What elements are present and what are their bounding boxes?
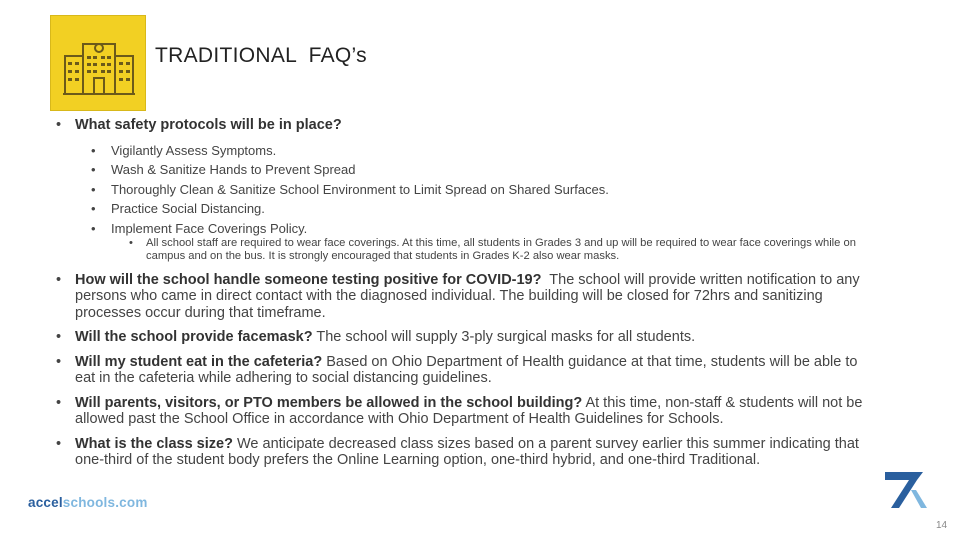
protocol-list — [56, 141, 866, 264]
brand-wordmark — [28, 495, 148, 510]
brand-prefix: accel — [28, 495, 63, 510]
slide-title: TRADITIONAL FAQ’s — [155, 44, 367, 67]
faq-content — [56, 117, 866, 469]
faq-question: What safety protocols will be in place? — [75, 117, 342, 133]
faq-answer: The school will provide written notification to any persons who came in direct contact with the diagnosed individual. The building will be closed for 72hrs and sanitizing processes occur during that timeframe. — [75, 271, 860, 321]
protocol-item: • Wash & Sanitize Hands to Prevent Spread — [56, 160, 866, 180]
faq-item — [56, 395, 866, 428]
protocol-item: • Implement Face Coverings Policy. — [56, 219, 866, 239]
header-icon-box — [50, 15, 146, 111]
faq-question: Will parents, visitors, or PTO members be allowed in the school building? — [75, 394, 583, 411]
faq-answer: We anticipate decreased class sizes based on a parent survey earlier this summer indicating that one-third of the student body prefers the Online Learning option, one-third hybrid, and one-third Traditional. — [75, 435, 859, 469]
protocol-item: • Thoroughly Clean & Sanitize School Environment to Limit Spread on Shared Surfaces. — [56, 180, 866, 200]
faq-question: How will the school handle someone testing positive for COVID-19? — [75, 271, 542, 288]
school-building-icon — [61, 30, 137, 96]
faq-answer: At this time, non-staff & students will not be allowed past the School Office in accordance with Ohio Department of Health Guidelines for Schools. — [75, 394, 863, 428]
faq-item — [56, 436, 866, 469]
faq-question: Will the school provide facemask? — [75, 329, 313, 346]
protocol-item: • Practice Social Distancing. — [56, 199, 866, 219]
page-number: 14 — [936, 520, 948, 531]
faq-question: Will my student eat in the cafeteria? — [75, 353, 323, 370]
faq-answer: The school will supply 3-ply surgical masks for all students. — [316, 329, 696, 346]
faq-item — [56, 329, 866, 346]
accel-a-logo-icon — [883, 466, 929, 512]
protocol-item: • Vigilantly Assess Symptoms. — [56, 141, 866, 161]
faq-question: What is the class size? — [75, 435, 233, 452]
faq-item — [56, 272, 866, 322]
brand-suffix: schools.com — [62, 495, 148, 510]
mask-policy-note: • All school staff are required to wear face coverings. At this time, all students in Grades 3 and up will be required to wear face coverings while on campus and on the bus. It is strongly encouraged that students in Grades K-2 also wear masks. — [56, 237, 866, 264]
faq-item — [56, 117, 866, 134]
faq-item — [56, 354, 866, 387]
faq-answer: Based on Ohio Department of Health guidance at that time, students will be able to eat in the cafeteria while adhering to social distancing guidelines. — [75, 353, 858, 387]
